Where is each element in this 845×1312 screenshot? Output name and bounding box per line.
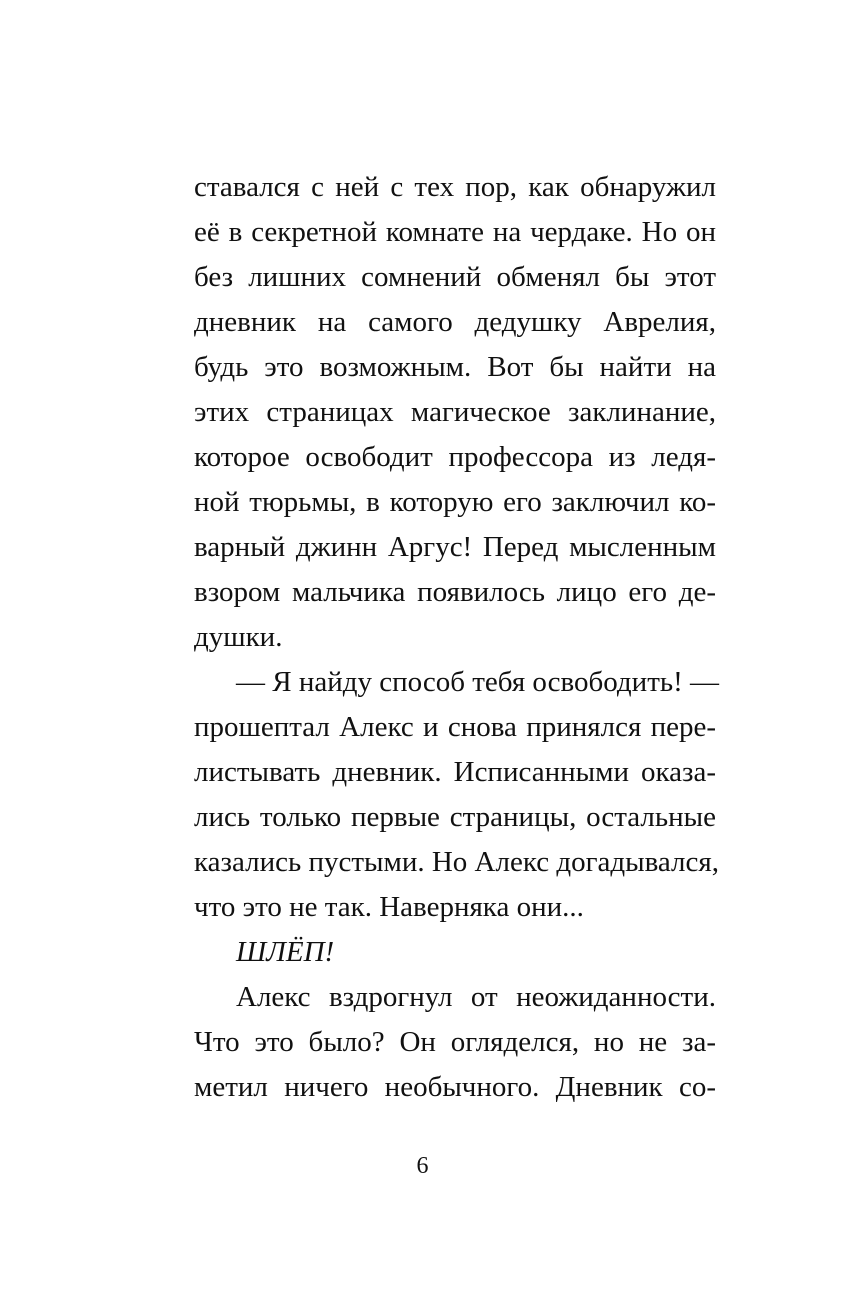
text-line: Алекс вздрогнул от неожиданности.: [236, 981, 716, 1013]
text-line: ставался с ней с тех пор, как обнаружил: [194, 171, 716, 203]
text-line: без лишних сомнений обменял бы этот: [194, 261, 716, 293]
text-line: ной тюрьмы, в которую его заключил ко-: [194, 486, 716, 518]
text-line: казались пустыми. Но Алекс догадывался,: [194, 846, 719, 878]
text-line: что это не так. Наверняка они...: [194, 891, 584, 923]
text-line: дневник на самого дедушку Аврелия,: [194, 306, 716, 338]
text-line: будь это возможным. Вот бы найти на: [194, 351, 716, 383]
text-line: лись только первые страницы, остальные: [194, 801, 716, 833]
text-line: её в секретной комнате на чердаке. Но он: [194, 216, 716, 248]
text-line: варный джинн Аргус! Перед мысленным: [194, 531, 716, 563]
text-line: этих страницах магическое заклинание,: [194, 396, 716, 428]
text-line: листывать дневник. Исписанными оказа-: [194, 756, 716, 788]
text-line-italic: ШЛЁП!: [236, 936, 335, 968]
text-line: — Я найду способ тебя освободить! —: [236, 666, 720, 698]
text-line: взором мальчика появилось лицо его де-: [194, 576, 716, 608]
text-line: душки.: [194, 621, 283, 653]
text-line: метил ничего необычного. Дневник со-: [194, 1071, 716, 1103]
text-line: Что это было? Он огляделся, но не за-: [194, 1026, 716, 1058]
page-body-text: [194, 165, 720, 1110]
page-number: 6: [416, 1153, 429, 1179]
text-line: которое освободит профессора из ледя-: [194, 441, 716, 473]
text-line: прошептал Алекс и снова принялся пере-: [194, 711, 716, 743]
